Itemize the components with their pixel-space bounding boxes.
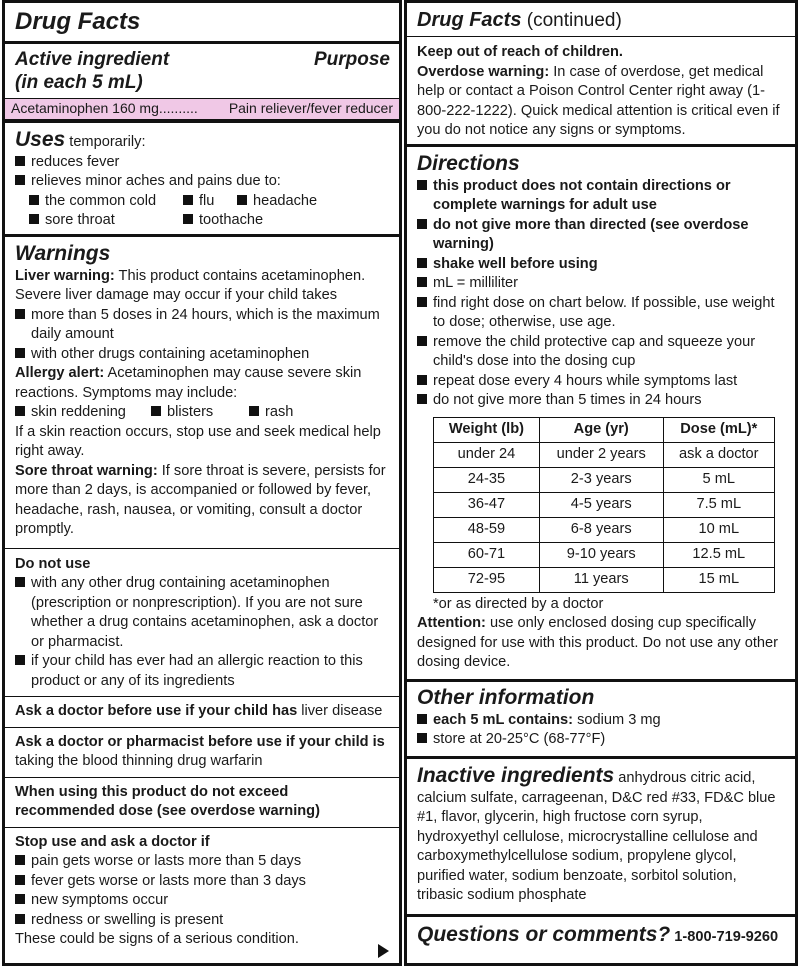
bullet-icon [417, 733, 427, 743]
uses-intro: temporarily: [69, 133, 146, 150]
when-using-section [5, 778, 399, 828]
table-cell: 5 mL [663, 467, 774, 492]
purpose-heading: Purpose [313, 49, 390, 70]
list-item: shake well before using [417, 255, 786, 275]
bullet-icon [417, 714, 427, 724]
table-cell: 7.5 mL [663, 492, 774, 517]
ask-doctor-label: Ask a doctor before use if your child has [15, 703, 298, 719]
bullet-icon [15, 577, 25, 587]
table-cell: 9-10 years [539, 542, 663, 567]
do-not-use-section [5, 549, 399, 698]
bullet-icon [15, 406, 25, 416]
directions-heading: Directions [417, 151, 520, 175]
left-panel [2, 0, 402, 966]
list-item: relieves minor aches and pains due to: [15, 172, 390, 192]
table-header: Weight (lb) [434, 417, 540, 442]
active-ingredient-row [5, 98, 399, 120]
list-item: redness or swelling is present [15, 911, 390, 931]
table-row [434, 467, 775, 492]
bullet-icon [15, 914, 25, 924]
warnings-section [5, 237, 399, 549]
bullet-icon [15, 348, 25, 358]
list-item: more than 5 doses in 24 hours, which is the maximum daily amount [15, 306, 390, 345]
sub-list-row [15, 192, 390, 212]
ask-doctor-section [5, 697, 399, 728]
uses-section [5, 123, 399, 237]
list-item: if your child has ever had an allergic reaction to this product or any of its ingredients [15, 652, 390, 691]
overdose-warning: Overdose warning: In case of overdose, get medical help or contact a Poison Control Center right away (1-800-222-1222). Quick medical attention is critical even if you do not notice any signs or symptoms. [417, 63, 780, 138]
do-not-use-heading: Do not use [15, 555, 91, 572]
table-cell: 10 mL [663, 517, 774, 542]
ask-pharmacist-section [5, 728, 399, 778]
bullet-icon [15, 309, 25, 319]
directions-section [407, 147, 795, 682]
ask-pharmacist-text: taking the blood thinning drug warfarin [15, 753, 263, 769]
inactive-ingredients-section [407, 759, 795, 917]
table-header: Age (yr) [539, 417, 663, 442]
bullet-icon [417, 277, 427, 287]
dosing-table [433, 417, 775, 593]
table-cell: 2-3 years [539, 467, 663, 492]
table-cell: under 2 years [539, 442, 663, 467]
drug-facts-continued-title: Drug Facts [417, 9, 522, 31]
table-row [434, 567, 775, 592]
bullet-icon [29, 195, 39, 205]
table-cell: 4-5 years [539, 492, 663, 517]
list-item: with any other drug containing acetaminophen (prescription or nonprescription). If you are not sure whether a drug contains acetaminophen, ask a doctor or pharmacist. [15, 574, 390, 652]
bullet-icon [417, 375, 427, 385]
table-cell: 15 mL [663, 567, 774, 592]
list-item: toothache [183, 211, 263, 231]
bullet-icon [237, 195, 247, 205]
questions-section [407, 917, 795, 951]
active-ingredient: Acetaminophen 160 mg.......... [11, 100, 198, 116]
list-item: pain gets worse or lasts more than 5 days [15, 852, 390, 872]
bullet-icon [249, 406, 259, 416]
right-panel [404, 0, 798, 966]
bullet-icon [15, 156, 25, 166]
table-cell: under 24 [434, 442, 540, 467]
stop-use-after: These could be signs of a serious condition. [15, 931, 299, 947]
table-cell: 11 years [539, 567, 663, 592]
list-item: new symptoms occur [15, 891, 390, 911]
table-row [434, 517, 775, 542]
questions-heading: Questions or comments? [417, 922, 671, 946]
drug-facts-title: Drug Facts [15, 8, 141, 35]
continue-arrow-icon [378, 944, 389, 958]
list-item: fever gets worse or lasts more than 3 days [15, 872, 390, 892]
list-item: flu [183, 192, 237, 212]
bullet-icon [417, 180, 427, 190]
list-item: blisters [151, 403, 249, 423]
allergy-list-row [15, 403, 390, 423]
table-cell: 24-35 [434, 467, 540, 492]
active-ingredient-section [5, 44, 399, 123]
list-item: do not give more than directed (see overdose warning) [417, 216, 786, 255]
table-cell: 72-95 [434, 567, 540, 592]
table-row [434, 542, 775, 567]
inactive-ingredients-heading: Inactive ingredients [417, 763, 615, 787]
other-info-heading: Other information [417, 685, 595, 709]
list-item: repeat dose every 4 hours while symptoms last [417, 372, 786, 392]
bullet-icon [15, 855, 25, 865]
bullet-icon [15, 175, 25, 185]
bullet-icon [417, 297, 427, 307]
uses-heading: Uses [15, 127, 66, 151]
ask-doctor-text: liver disease [297, 703, 383, 719]
keep-out-text: Keep out of reach of children. [417, 44, 623, 60]
inactive-ingredients-text: anhydrous citric acid, calcium sulfate, carrageenan, D&C red #33, FD&C blue #1, flavor, glycerin, high fructose corn syrup, hydroxyethyl cellulose, microcrystalline cellulose and carboxymethylcellulose sodium, propylene glycol, purified water, sodium benzoate, sorbitol solution, tribasic sodium phosphate [417, 769, 776, 903]
ask-pharmacist-label: Ask a doctor or pharmacist before use if your child is [15, 733, 385, 750]
list-item: each 5 mL contains: sodium 3 mg [417, 711, 786, 731]
bullet-icon [15, 894, 25, 904]
continued-suffix: (continued) [521, 10, 622, 31]
other-info-section [407, 682, 795, 759]
bullet-icon [15, 655, 25, 665]
table-cell: 12.5 mL [663, 542, 774, 567]
active-ingredient-heading: Active ingredient [15, 49, 170, 70]
list-item: rash [249, 403, 293, 423]
active-ingredient-subheading: (in each 5 mL) [15, 72, 143, 93]
table-cell: 6-8 years [539, 517, 663, 542]
list-item: this product does not contain directions or complete warnings for adult use [417, 177, 786, 216]
bullet-icon [417, 219, 427, 229]
table-row [434, 492, 775, 517]
bullet-icon [417, 336, 427, 346]
table-cell: ask a doctor [663, 442, 774, 467]
list-item: remove the child protective cap and squeeze your child's dose into the dosing cup [417, 333, 786, 372]
table-row [434, 442, 775, 467]
bullet-icon [29, 214, 39, 224]
list-item: store at 20-25°C (68-77°F) [417, 730, 786, 750]
stop-use-section [5, 828, 399, 966]
purpose: Pain reliever/fever reducer [228, 100, 393, 116]
table-cell: 48-59 [434, 517, 540, 542]
list-item: headache [237, 192, 317, 212]
allergy-alert: Allergy alert: Acetaminophen may cause severe skin reactions. Symptoms may include: [15, 365, 362, 401]
title-section [5, 3, 399, 44]
questions-phone: 1-800-719-9260 [674, 928, 779, 945]
list-item: find right dose on chart below. If possible, use weight to dose; otherwise, use age. [417, 294, 786, 333]
table-header: Dose (mL)* [663, 417, 774, 442]
bullet-icon [417, 258, 427, 268]
list-item: do not give more than 5 times in 24 hours [417, 391, 786, 411]
attention-note: Attention: use only enclosed dosing cup specifically designed for use with this product. Do not use any other dosing device. [417, 615, 779, 670]
list-item: mL = milliliter [417, 274, 786, 294]
table-footnote: *or as directed by a doctor [433, 595, 604, 612]
sub-list-row [15, 211, 390, 231]
allergy-after: If a skin reaction occurs, stop use and seek medical help right away. [15, 423, 381, 459]
bullet-icon [151, 406, 161, 416]
list-item: sore throat [29, 211, 183, 231]
when-using-text: When using this product do not exceed recommended dose (see overdose warning) [15, 783, 320, 819]
bullet-icon [183, 214, 193, 224]
bullet-icon [417, 394, 427, 404]
table-cell: 60-71 [434, 542, 540, 567]
continued-title-section [407, 3, 795, 37]
list-item: the common cold [29, 192, 183, 212]
liver-warning: Liver warning: This product contains acetaminophen. Severe liver damage may occur if your child takes [15, 267, 366, 303]
list-item: reduces fever [15, 153, 390, 173]
list-item: with other drugs containing acetaminophen [15, 345, 390, 365]
bullet-icon [183, 195, 193, 205]
table-cell: 36-47 [434, 492, 540, 517]
warnings-heading: Warnings [15, 241, 111, 265]
list-item: skin reddening [15, 403, 151, 423]
keep-out-section [407, 37, 795, 147]
sore-throat-warning: Sore throat warning: If sore throat is severe, persists for more than 2 days, is accompanied or followed by fever, headache, rash, nausea, or vomiting, consult a doctor promptly. [15, 462, 386, 537]
table-header-row [434, 417, 775, 442]
stop-use-heading: Stop use and ask a doctor if [15, 833, 210, 850]
bullet-icon [15, 875, 25, 885]
